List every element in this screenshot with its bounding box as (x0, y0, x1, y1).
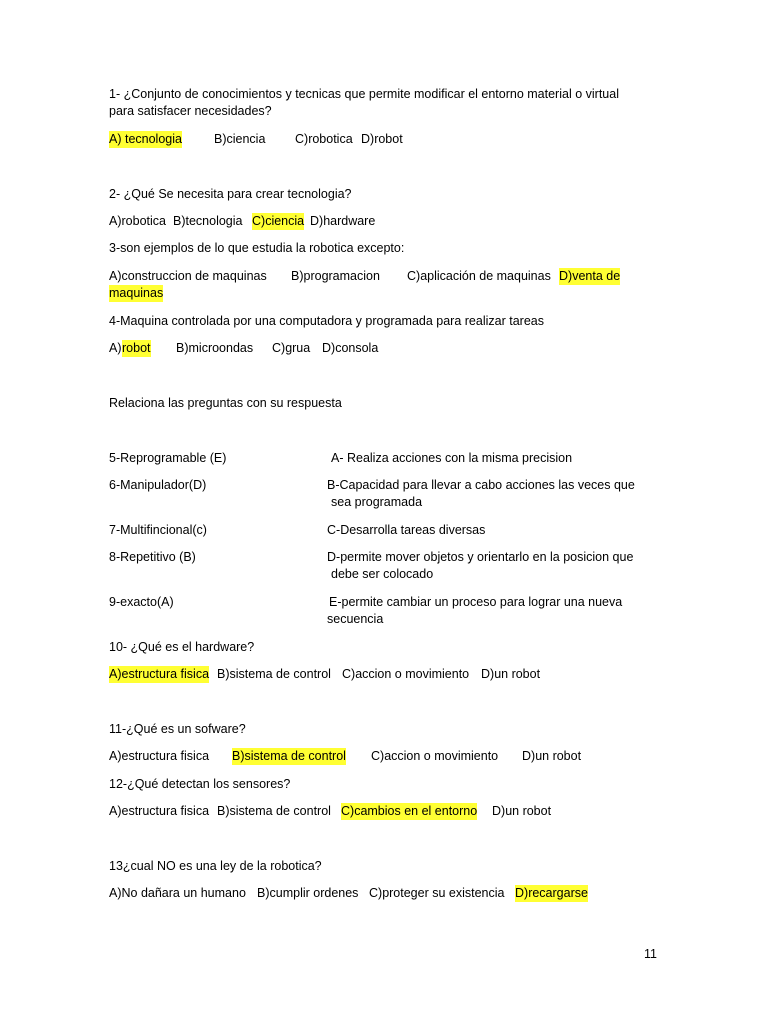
q3-option-d-answer-cont: maquinas (109, 286, 164, 300)
q4-option-a-answer: robot (122, 341, 151, 355)
q1-option-c: C)robotica (295, 132, 353, 146)
match-answer-b-line2: sea programada (331, 495, 423, 509)
q3-option-b: B)programacion (291, 269, 380, 283)
match-answer-e-line1: E-permite cambiar un proceso para lograr una nueva (329, 595, 623, 609)
match-title: Relaciona las preguntas con su respuesta (109, 396, 342, 410)
q1-option-b: B)ciencia (214, 132, 266, 146)
q1-text-line1: 1- ¿Conjunto de conocimientos y tecnicas que permite modificar el entorno material o virtual (109, 87, 619, 101)
q10-option-a-answer: A)estructura fisica (109, 667, 210, 681)
match-answer-b-line1: B-Capacidad para llevar a cabo acciones las veces que (327, 478, 635, 492)
q3-option-a: A)construccion de maquinas (109, 269, 267, 283)
q4-option-a-prefix: A) (109, 341, 122, 355)
q2-option-b: B)tecnologia (173, 214, 243, 228)
q2-option-c-answer: C)ciencia (252, 214, 305, 228)
q13-option-d-answer: D)recargarse (515, 886, 588, 900)
q11-text: 11-¿Qué es un sofware? (109, 722, 246, 736)
match-q9: 9-exacto(A) (109, 595, 174, 609)
q12-option-a: A)estructura fisica (109, 804, 210, 818)
q10-option-d: D)un robot (481, 667, 541, 681)
q3-option-d-answer: D)venta de (559, 269, 621, 283)
q11-option-c: C)accion o movimiento (371, 749, 499, 763)
q11-option-b-answer: B)sistema de control (232, 749, 346, 763)
page-number: 11 (644, 947, 657, 961)
q2-option-d: D)hardware (310, 214, 376, 228)
match-answer-a: A- Realiza acciones con la misma precision (331, 451, 573, 465)
q13-option-b: B)cumplir ordenes (257, 886, 359, 900)
match-q5: 5-Reprogramable (E) (109, 451, 227, 465)
q2-text: 2- ¿Qué Se necesita para crear tecnologia? (109, 187, 352, 201)
q12-option-b: B)sistema de control (217, 804, 331, 818)
q11-option-d: D)un robot (522, 749, 582, 763)
q12-option-c-answer: C)cambios en el entorno (341, 804, 478, 818)
match-answer-d-line2: debe ser colocado (331, 567, 434, 581)
q12-text: 12-¿Qué detectan los sensores? (109, 777, 291, 791)
match-answer-c: C-Desarrolla tareas diversas (327, 523, 486, 537)
q2-option-a: A)robotica (109, 214, 166, 228)
q4-text: 4-Maquina controlada por una computadora y programada para realizar tareas (109, 314, 544, 328)
q3-text: 3-son ejemplos de lo que estudia la robotica excepto: (109, 241, 405, 255)
q4-option-d: D)consola (322, 341, 379, 355)
q1-text-line2: para satisfacer necesidades? (109, 104, 272, 118)
q10-option-c: C)accion o movimiento (342, 667, 470, 681)
q13-option-a: A)No dañara un humano (109, 886, 246, 900)
match-answer-d-line1: D-permite mover objetos y orientarlo en la posicion que (327, 550, 634, 564)
q1-option-a-answer: A) tecnologia (109, 132, 182, 146)
match-q8: 8-Repetitivo (B) (109, 550, 196, 564)
q13-option-c: C)proteger su existencia (369, 886, 505, 900)
q11-option-a: A)estructura fisica (109, 749, 210, 763)
match-q7: 7-Multifincional(c) (109, 523, 207, 537)
q3-option-c: C)aplicación de maquinas (407, 269, 551, 283)
q1-option-d: D)robot (361, 132, 403, 146)
q4-option-c: C)grua (272, 341, 311, 355)
match-q6: 6-Manipulador(D) (109, 478, 207, 492)
q10-option-b: B)sistema de control (217, 667, 331, 681)
q10-text: 10- ¿Qué es el hardware? (109, 640, 255, 654)
q4-option-b: B)microondas (176, 341, 254, 355)
q12-option-d: D)un robot (492, 804, 552, 818)
q13-text: 13¿cual NO es una ley de la robotica? (109, 859, 322, 873)
match-answer-e-line2: secuencia (327, 612, 384, 626)
